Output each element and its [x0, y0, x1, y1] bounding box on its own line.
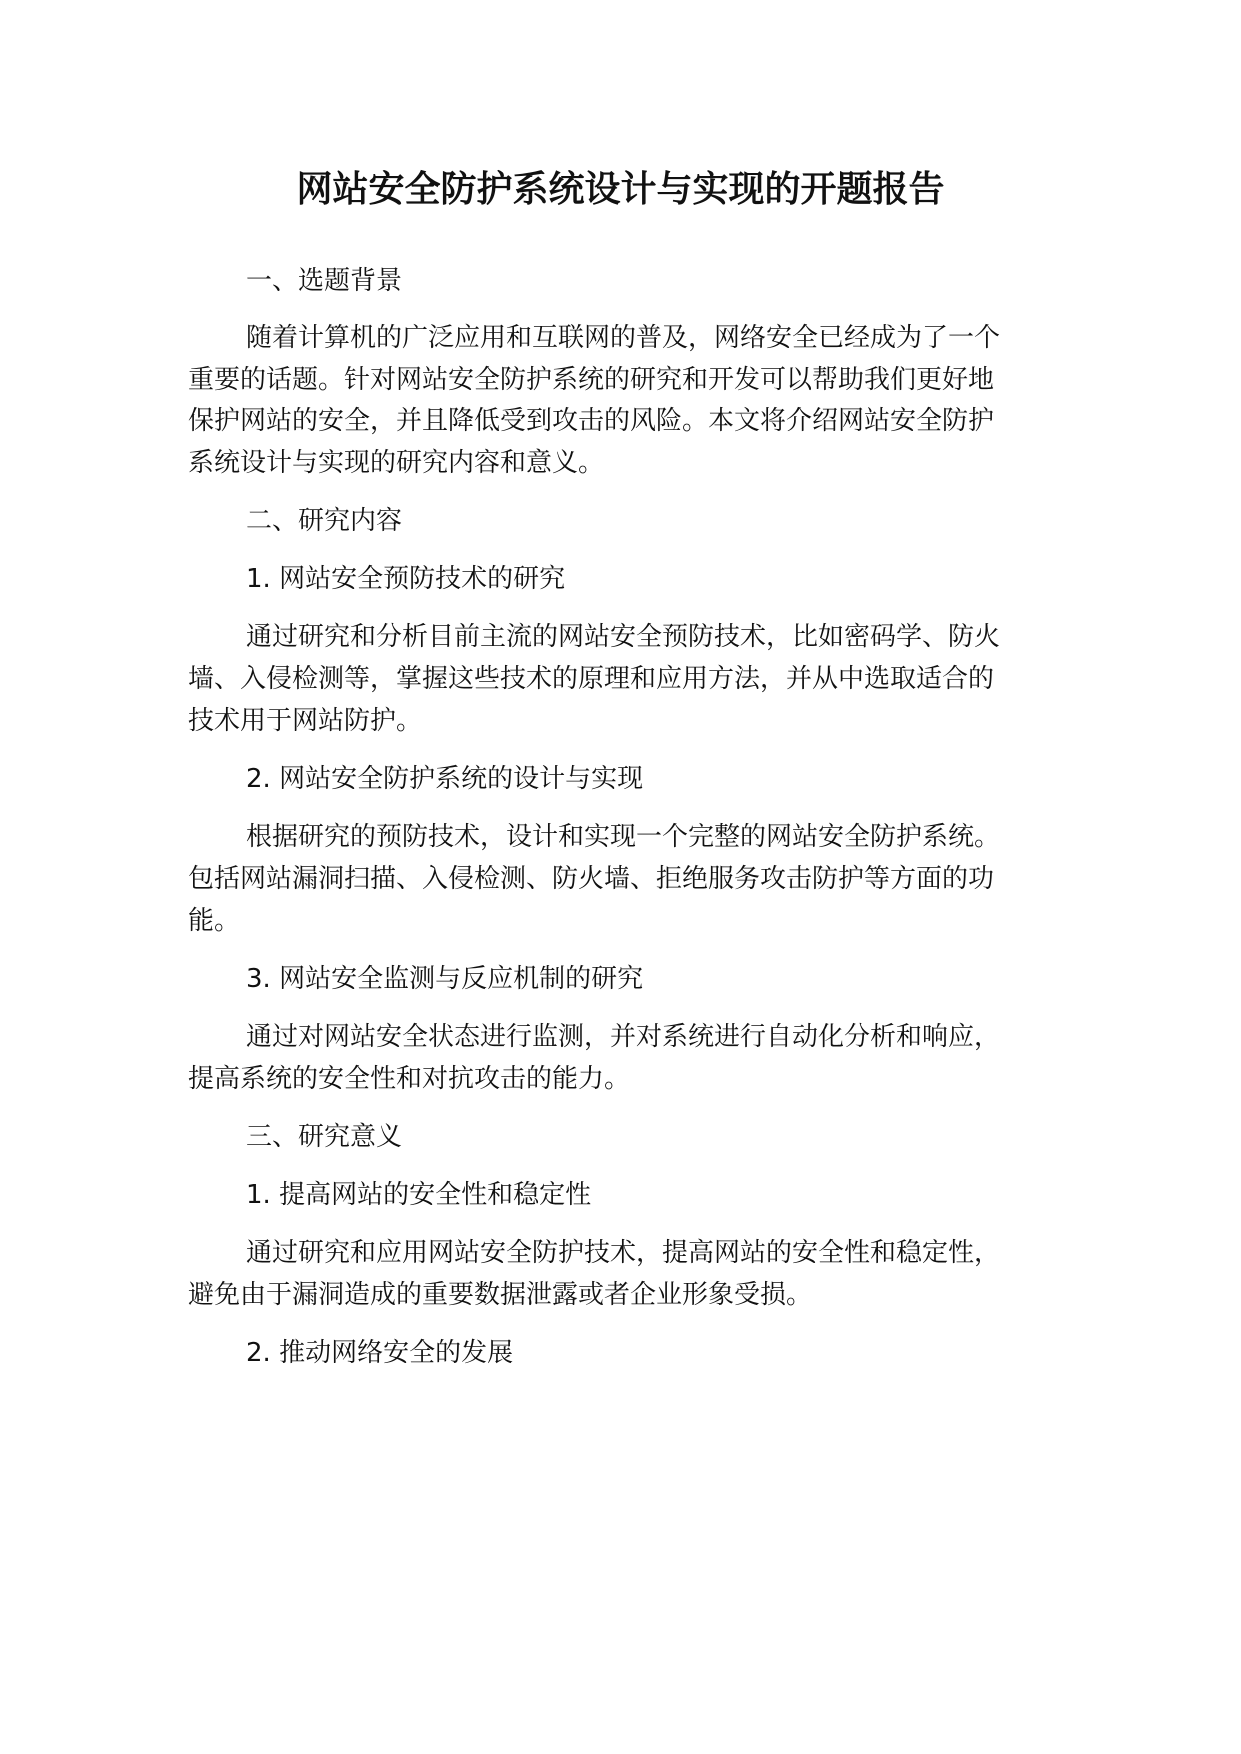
- paragraph-line: 墙、入侵检测等，掌握这些技术的原理和应用方法，并从中选取适合的: [188, 664, 995, 694]
- paragraph-line: 通过研究和应用网站安全防护技术，提高网站的安全性和稳定性，: [246, 1238, 1001, 1268]
- paragraph-line: 重要的话题。针对网站安全防护系统的研究和开发可以帮助我们更好地: [188, 365, 995, 395]
- paragraph-line: 通过研究和分析目前主流的网站安全预防技术，比如密码学、防火: [246, 622, 1001, 652]
- document-title: 网站安全防护系统设计与实现的开题报告: [296, 169, 945, 210]
- paragraph-line: 保护网站的安全，并且降低受到攻击的风险。本文将介绍网站安全防护: [188, 406, 995, 436]
- section-heading-significance: 三、研究意义: [246, 1122, 403, 1152]
- paragraph-line: 通过对网站安全状态进行监测，并对系统进行自动化分析和响应，: [246, 1022, 1001, 1052]
- section-heading-content: 二、研究内容: [246, 506, 403, 536]
- paragraph-line: 避免由于漏洞造成的重要数据泄露或者企业形象受损。: [188, 1280, 813, 1310]
- paragraph-line: 随着计算机的广泛应用和互联网的普及，网络安全已经成为了一个: [246, 323, 1001, 353]
- paragraph-line: 技术用于网站防护。: [188, 706, 423, 736]
- paragraph-line: 根据研究的预防技术，设计和实现一个完整的网站安全防护系统。: [246, 822, 1001, 852]
- subheading-monitoring: 3. 网站安全监测与反应机制的研究: [246, 964, 644, 994]
- subheading-promote-security: 2. 推动网络安全的发展: [246, 1338, 514, 1368]
- section-heading-background: 一、选题背景: [246, 266, 403, 296]
- subheading-system-design: 2. 网站安全防护系统的设计与实现: [246, 764, 644, 794]
- paragraph-line: 提高系统的安全性和对抗攻击的能力。: [188, 1064, 631, 1094]
- paragraph-line: 系统设计与实现的研究内容和意义。: [188, 448, 605, 478]
- paragraph-line: 能。: [188, 906, 241, 936]
- subheading-prevention-tech: 1. 网站安全预防技术的研究: [246, 564, 566, 594]
- subheading-security-stability: 1. 提高网站的安全性和稳定性: [246, 1180, 592, 1210]
- paragraph-line: 包括网站漏洞扫描、入侵检测、防火墙、拒绝服务攻击防护等方面的功: [188, 864, 995, 894]
